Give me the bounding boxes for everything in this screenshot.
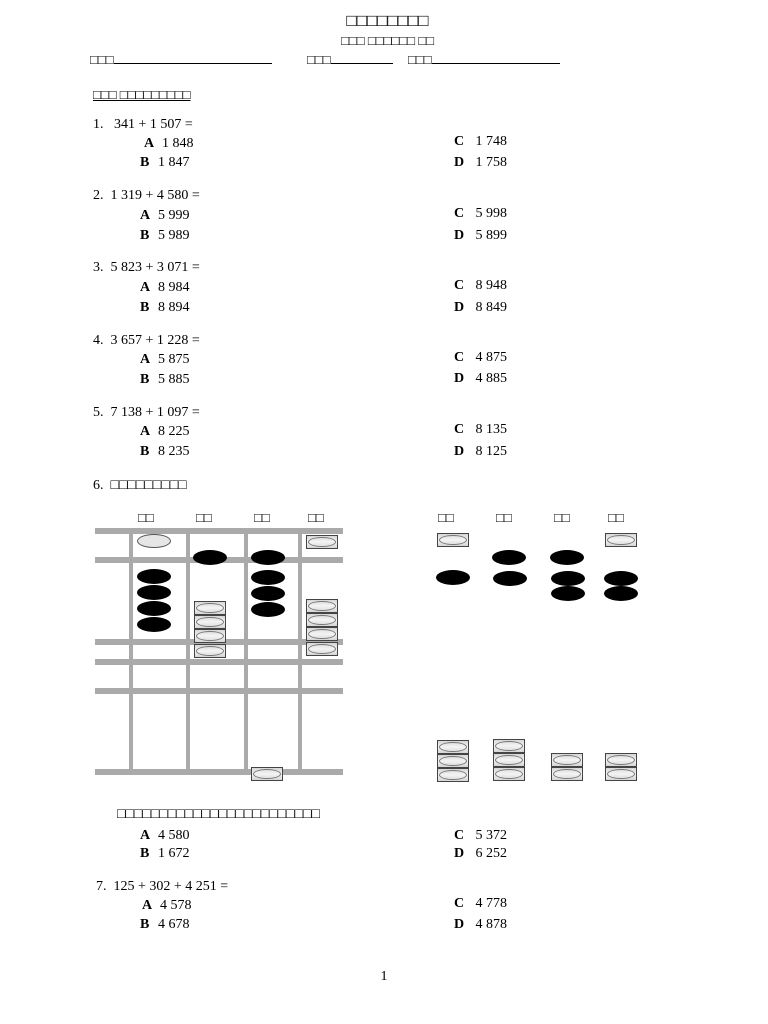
abacus-bead xyxy=(251,586,285,601)
abacus-bead xyxy=(251,550,285,565)
option-4a: A 5 875 xyxy=(140,352,190,367)
abacus-bead xyxy=(194,629,226,643)
abacus-bead xyxy=(437,533,469,547)
option-6a: A 4 580 xyxy=(140,828,190,843)
option-7b: B 4 678 xyxy=(140,917,190,932)
option-7a: A 4 578 xyxy=(142,898,192,913)
place-label: □□ xyxy=(496,510,512,525)
question-4: 4. 3 657 + 1 228 = xyxy=(93,333,200,348)
abacus-bead xyxy=(306,642,338,656)
option-4b: B 5 885 xyxy=(140,372,190,387)
option-1d: D 1 758 xyxy=(454,155,507,170)
question-2: 2. 1 319 + 4 580 = xyxy=(93,188,200,203)
option-4d: D 4 885 xyxy=(454,371,507,386)
abacus-rod xyxy=(298,530,302,774)
abacus-bead xyxy=(493,767,525,781)
abacus-frame xyxy=(95,659,343,665)
abacus-bead xyxy=(437,754,469,768)
option-4c: C 4 875 xyxy=(454,350,507,365)
abacus-bead xyxy=(137,601,171,616)
option-2b: B 5 989 xyxy=(140,228,190,243)
abacus-bead xyxy=(306,613,338,627)
place-label: □□ xyxy=(554,510,570,525)
question-3: 3. 5 823 + 3 071 = xyxy=(93,260,200,275)
place-label: □□ xyxy=(308,510,324,525)
page-number: 1 xyxy=(380,969,388,984)
option-2d: D 5 899 xyxy=(454,228,507,243)
abacus-bead xyxy=(605,533,637,547)
abacus-bead xyxy=(493,753,525,767)
worksheet-title: □□□□□□□□ xyxy=(346,11,429,30)
option-5b: B 8 235 xyxy=(140,444,190,459)
question-5: 5. 7 138 + 1 097 = xyxy=(93,405,200,420)
abacus-bead xyxy=(306,627,338,641)
abacus-frame xyxy=(95,688,343,694)
class-field: □□□ xyxy=(307,51,393,68)
abacus-bead xyxy=(251,570,285,585)
section-title: □□□ □□□□□□□□□ xyxy=(93,87,191,102)
question-1: 1. 341 + 1 507 = xyxy=(93,117,193,132)
question-7: 7. 125 + 302 + 4 251 = xyxy=(96,879,229,894)
abacus-bead xyxy=(605,767,637,781)
abacus-bead xyxy=(551,753,583,767)
question-6-instruction: □□□□□□□□□□□□□□□□□□□□□□□□ xyxy=(117,807,320,822)
name-field: □□□ xyxy=(90,51,272,68)
abacus-frame xyxy=(95,769,343,775)
abacus-bead xyxy=(551,571,585,586)
abacus-bead xyxy=(604,586,638,601)
abacus-bead xyxy=(193,550,227,565)
option-5d: D 8 125 xyxy=(454,444,507,459)
place-label: □□ xyxy=(138,510,154,525)
place-label: □□ xyxy=(254,510,270,525)
abacus-bead xyxy=(194,615,226,629)
abacus-rod xyxy=(129,530,133,774)
option-7c: C 4 778 xyxy=(454,896,507,911)
option-5c: C 8 135 xyxy=(454,422,507,437)
option-7d: D 4 878 xyxy=(454,917,507,932)
abacus-bead xyxy=(605,753,637,767)
abacus-bead xyxy=(194,644,226,658)
option-3d: D 8 849 xyxy=(454,300,507,315)
place-label: □□ xyxy=(608,510,624,525)
option-2a: A 5 999 xyxy=(140,208,190,223)
option-3c: C 8 948 xyxy=(454,278,507,293)
abacus-bead xyxy=(437,768,469,782)
option-3b: B 8 894 xyxy=(140,300,190,315)
option-3a: A 8 984 xyxy=(140,280,190,295)
abacus-bead xyxy=(493,571,527,586)
abacus-bead xyxy=(493,739,525,753)
abacus-frame xyxy=(95,528,343,534)
abacus-bead xyxy=(306,535,338,549)
abacus-bead xyxy=(251,602,285,617)
worksheet-subtitle: □□□ □□□□□□ □□ xyxy=(341,33,434,48)
option-1c: C 1 748 xyxy=(454,134,507,149)
abacus-bead xyxy=(137,569,171,584)
abacus-bead xyxy=(550,550,584,565)
place-label: □□ xyxy=(438,510,454,525)
question-6: 6. □□□□□□□□□ xyxy=(93,478,187,493)
abacus-rod xyxy=(244,530,248,774)
place-label: □□ xyxy=(196,510,212,525)
option-5a: A 8 225 xyxy=(140,424,190,439)
abacus-bead xyxy=(436,570,470,585)
abacus-bead xyxy=(137,585,171,600)
abacus-bead xyxy=(306,599,338,613)
abacus-bead xyxy=(551,767,583,781)
abacus-bead xyxy=(137,617,171,632)
abacus-bead xyxy=(437,740,469,754)
abacus-bead xyxy=(251,767,283,781)
option-1b: B 1 847 xyxy=(140,155,190,170)
abacus-bead xyxy=(604,571,638,586)
option-1a: A 1 848 xyxy=(144,136,194,151)
date-field: □□□ xyxy=(408,51,560,68)
abacus-bead xyxy=(137,534,171,548)
abacus-bead xyxy=(492,550,526,565)
abacus-rod xyxy=(186,530,190,774)
option-2c: C 5 998 xyxy=(454,206,507,221)
option-6b: B 1 672 xyxy=(140,846,190,861)
abacus-bead xyxy=(551,586,585,601)
option-6d: D 6 252 xyxy=(454,846,507,861)
abacus-bead xyxy=(194,601,226,615)
option-6c: C 5 372 xyxy=(454,828,507,843)
